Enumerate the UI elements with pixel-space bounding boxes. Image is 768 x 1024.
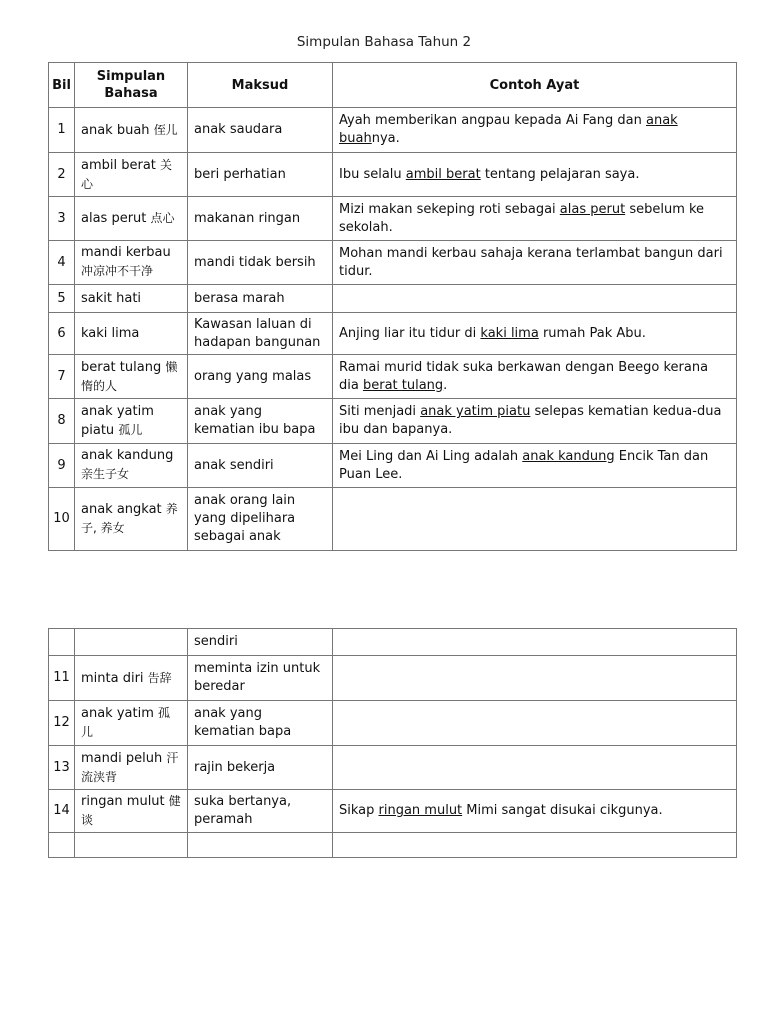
idiom-table-continued: [48, 628, 737, 858]
maksud-cell: meminta izin untuk beredar: [188, 656, 333, 701]
simpulan-cell: [75, 701, 188, 746]
header-contoh-ayat: Contoh Ayat: [333, 63, 737, 108]
example-idiom-underlined: anak kandung: [522, 448, 615, 464]
maksud-cell: sendiri: [188, 629, 333, 656]
table-row: [49, 241, 737, 285]
example-text: Mei Ling dan Ai Ling adalah: [339, 448, 523, 464]
bil-cell: [49, 629, 75, 656]
chinese-translation: 孤儿: [118, 422, 143, 437]
maksud-cell: anak saudara: [188, 108, 333, 153]
example-text: Ramai murid tidak suka berkawan dengan Beego kerana dia: [339, 359, 709, 393]
maksud-cell: rajin bekerja: [188, 746, 333, 790]
bil-cell: 3: [49, 197, 75, 241]
maksud-cell: berasa marah: [188, 285, 333, 313]
bil-cell: 8: [49, 399, 75, 444]
example-text: Mohan mandi kerbau sahaja kerana terlambat bangun dari tidur.: [339, 245, 723, 279]
idiom-term: anak yatim piatu: [81, 403, 154, 438]
contoh-ayat-cell: [333, 488, 737, 551]
simpulan-cell: [75, 197, 188, 241]
header-bil: Bil: [49, 63, 75, 108]
simpulan-cell: [75, 355, 188, 399]
contoh-ayat-cell: [333, 355, 737, 399]
example-idiom-underlined: anak yatim piatu: [420, 404, 531, 419]
example-text: Anjing liar itu tidur di: [339, 325, 481, 341]
simpulan-cell: [75, 444, 188, 488]
contoh-ayat-cell: [333, 313, 737, 355]
idiom-term: ringan mulut: [81, 794, 165, 809]
maksud-cell: anak yang kematian bapa: [188, 701, 333, 746]
example-text-end: Encik Tan dan Puan Lee.: [339, 448, 709, 482]
table-row: [49, 746, 737, 790]
example-text-end: .: [443, 377, 448, 393]
chinese-translation: 冲凉冲不干净: [81, 264, 154, 278]
example-idiom-underlined: alas perut: [559, 201, 626, 217]
idiom-term: alas perut: [81, 211, 147, 226]
bil-cell: 2: [49, 153, 75, 197]
contoh-ayat-cell: [333, 108, 737, 153]
table-row: [49, 153, 737, 197]
simpulan-cell: [75, 153, 188, 197]
table-row: [49, 833, 737, 858]
contoh-ayat-cell: [333, 701, 737, 746]
maksud-cell: suka bertanya, peramah: [188, 790, 333, 833]
table-row: [49, 313, 737, 355]
table-body: [49, 629, 737, 858]
simpulan-cell: [75, 399, 188, 444]
idiom-term: ambil berat: [81, 157, 156, 173]
chinese-translation: 关心: [81, 157, 173, 191]
chinese-translation: 点心: [150, 211, 175, 225]
chinese-translation: 孤儿: [81, 706, 171, 739]
idiom-term: minta diri: [81, 670, 144, 686]
contoh-ayat-cell: [333, 746, 737, 790]
simpulan-cell: [75, 833, 188, 858]
table-body: [49, 108, 737, 551]
maksud-cell: beri perhatian: [188, 153, 333, 197]
idiom-term: mandi peluh: [81, 750, 163, 766]
chinese-translation: 健谈: [81, 794, 181, 827]
example-text: Mizi makan sekeping roti sebagai: [339, 201, 560, 217]
simpulan-cell: [75, 488, 188, 551]
table-row: [49, 629, 737, 656]
table-row: [49, 399, 737, 444]
header-maksud: Maksud: [188, 63, 333, 108]
contoh-ayat-cell: [333, 656, 737, 701]
maksud-cell: anak yang kematian ibu bapa: [188, 399, 333, 444]
bil-cell: 4: [49, 241, 75, 285]
example-idiom-underlined: ambil berat: [405, 166, 481, 182]
idiom-term: kaki lima: [81, 326, 140, 341]
table-row: [49, 444, 737, 488]
contoh-ayat-cell: [333, 790, 737, 833]
bil-cell: 10: [49, 488, 75, 551]
simpulan-cell: [75, 108, 188, 153]
example-idiom-underlined: anak buah: [339, 113, 678, 146]
simpulan-cell: [75, 241, 188, 285]
example-idiom-underlined: ringan mulut: [378, 803, 463, 818]
chinese-translation: 告辞: [147, 670, 172, 685]
example-idiom-underlined: kaki lima: [480, 325, 539, 341]
maksud-cell: makanan ringan: [188, 197, 333, 241]
contoh-ayat-cell: [333, 833, 737, 858]
contoh-ayat-cell: [333, 629, 737, 656]
chinese-translation: 养子, 养女: [81, 502, 178, 535]
table-row: [49, 355, 737, 399]
table-row: [49, 197, 737, 241]
contoh-ayat-cell: [333, 399, 737, 444]
chinese-translation: 侄儿: [153, 122, 178, 137]
bil-cell: 5: [49, 285, 75, 313]
example-text-end: rumah Pak Abu.: [538, 325, 646, 341]
example-text-end: selepas kematian kedua-dua ibu dan bapanya.: [339, 404, 722, 437]
contoh-ayat-cell: [333, 241, 737, 285]
example-text: Ibu selalu: [339, 166, 406, 182]
simpulan-cell: [75, 313, 188, 355]
bil-cell: 12: [49, 701, 75, 746]
maksud-cell: anak sendiri: [188, 444, 333, 488]
idiom-term: anak angkat: [81, 502, 162, 517]
example-text: Ayah memberikan angpau kepada Ai Fang dan: [339, 113, 646, 128]
chinese-translation: 亲生子女: [81, 467, 130, 481]
idiom-term: sakit hati: [81, 291, 142, 306]
contoh-ayat-cell: [333, 153, 737, 197]
idiom-table: [48, 62, 737, 551]
document-title: Simpulan Bahasa Tahun 2: [296, 34, 472, 50]
chinese-translation: 懒惰的人: [81, 359, 178, 393]
bil-cell: 13: [49, 746, 75, 790]
bil-cell: 9: [49, 444, 75, 488]
maksud-cell: Kawasan laluan di hadapan bangunan: [188, 313, 333, 355]
table-row: [49, 790, 737, 833]
simpulan-cell: [75, 790, 188, 833]
simpulan-cell: [75, 629, 188, 656]
example-text: Siti menjadi: [339, 404, 421, 419]
contoh-ayat-cell: [333, 197, 737, 241]
table-row: [49, 488, 737, 551]
idiom-term: anak kandung: [81, 448, 174, 463]
idiom-term: anak buah: [81, 122, 150, 138]
contoh-ayat-cell: [333, 444, 737, 488]
bil-cell: 1: [49, 108, 75, 153]
table-row: [49, 108, 737, 153]
example-text-end: tentang pelajaran saya.: [480, 166, 640, 182]
maksud-cell: mandi tidak bersih: [188, 241, 333, 285]
table-row: [49, 701, 737, 746]
bil-cell: 14: [49, 790, 75, 833]
bil-cell: 6: [49, 313, 75, 355]
header-row: [49, 63, 737, 108]
idiom-term: anak yatim: [81, 706, 154, 721]
idiom-term: berat tulang: [81, 359, 162, 375]
table-row: [49, 285, 737, 313]
bil-cell: 11: [49, 656, 75, 701]
table-row: [49, 656, 737, 701]
bil-cell: [49, 833, 75, 858]
maksud-cell: orang yang malas: [188, 355, 333, 399]
chinese-translation: 汗流浃背: [81, 750, 179, 784]
header-simpulan-bahasa: Simpulan Bahasa: [75, 63, 188, 108]
example-text-end: Mimi sangat disukai cikgunya.: [462, 803, 663, 818]
example-idiom-underlined: berat tulang: [362, 377, 444, 393]
simpulan-cell: [75, 656, 188, 701]
contoh-ayat-cell: [333, 285, 737, 313]
simpulan-cell: [75, 746, 188, 790]
maksud-cell: [188, 833, 333, 858]
maksud-cell: anak orang lain yang dipelihara sebagai anak: [188, 488, 333, 551]
simpulan-cell: [75, 285, 188, 313]
example-text-end: sebelum ke sekolah.: [339, 201, 705, 235]
bil-cell: 7: [49, 355, 75, 399]
example-text: Sikap: [339, 803, 379, 818]
example-text-end: nya.: [371, 131, 400, 146]
idiom-term: mandi kerbau: [81, 245, 171, 260]
